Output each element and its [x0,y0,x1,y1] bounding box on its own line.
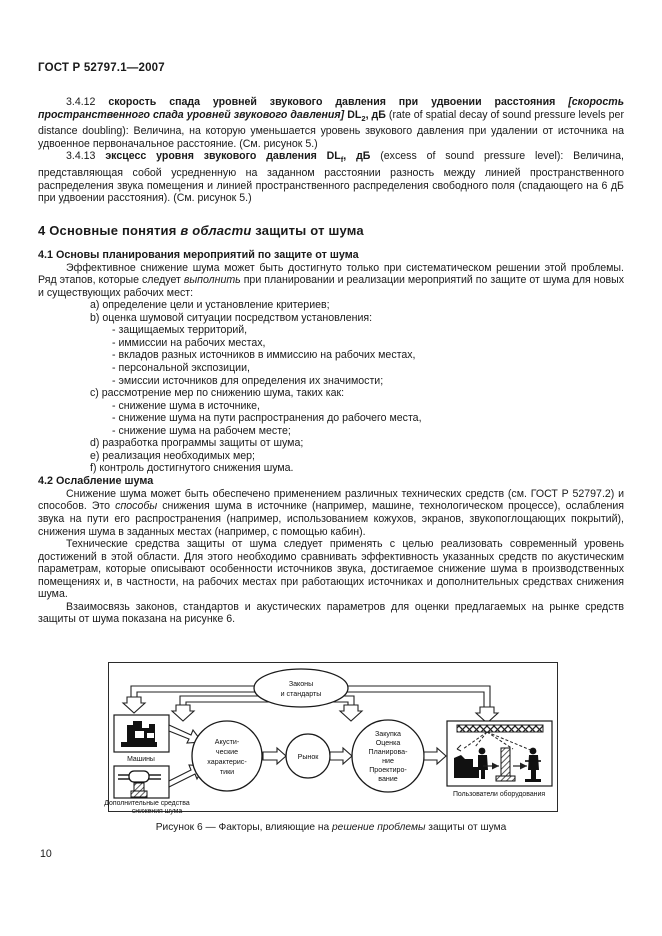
section-4-title-italic: в области [180,222,252,238]
clause-3-4-12-symbol: DL [347,108,362,121]
node-machines-label: Машины [127,756,155,763]
figure-6-frame [104,662,558,815]
clause-3-4-13-symbol-unit: , дБ [343,150,371,163]
list-item: f) контроль достигнутого снижения шума. [90,462,294,475]
list-item: - вкладов разных источников в иммиссию на рабочих местах, [112,349,416,362]
node-additional-means-line2: снижения шума [131,808,183,815]
node-acoustic-line2: ческие [215,748,239,756]
list-item: - персональной экспозиции, [112,361,250,374]
list-item: - иммиссии на рабочих местах, [112,336,266,349]
clause-4-2-para-1-italic: способы [115,500,158,513]
node-acoustic-line1: Акусти- [214,738,240,746]
list-item: a) определение цели и установление критериев; [90,299,330,312]
list-item: e) реализация необходимых мер; [90,449,255,462]
clause-4-2-para-2: Технические средства защиты от шума следует применять с целью реализовать современный уровень достижений в этой области. Для этого необходимо сравнивать эффективность указанных средств по акустическим параметрам, которые описывают особенности источников звука, достигаемое снижение шума в производственных помещениях и, в частности, на рабочих местах при работающих источниках и дополнительных средствах снижения шума. [38,538,624,601]
node-users-label: Пользователи оборудования [452,791,546,798]
clause-3-4-13-english: (excess of sound pressure level): [380,150,564,163]
clause-3-4-12-number: 3.4.12 [66,96,96,108]
clause-4-2-heading: 4.2 Ослабление шума [38,474,154,487]
clause-4-1-list [38,299,624,475]
node-procurement-line6: вание [378,775,398,783]
clause-3-4-13-term: эксцесс уровня звукового давления [105,150,317,163]
clause-3-4-12-bracket: [скорость пространственного спада уровней звукового давления] [38,96,624,121]
node-acoustic-line3: характерис- [207,758,247,766]
figure-6-caption [0,822,662,833]
node-laws-standards [254,669,348,707]
node-market-label: Рынок [297,753,319,761]
page-number: 10 [40,848,52,860]
section-4-heading [38,223,624,238]
clause-4-2-para-3: Взаимосвязь законов, стандартов и акустических параметров для оценки предлагаемых на рынке средств защиты от шума показана на рисунке 6. [38,600,624,626]
clause-3-4-13-symbol: DL [326,150,341,163]
clause-3-4-12-english: (rate of spatial decay of sound pressure levels per distance doubling): [38,108,624,138]
list-item: - снижение шума на рабочем месте; [112,424,291,437]
figure-6-caption-italic: решение проблемы [332,822,426,833]
clause-3-4-12-symbol-sub: 2 [361,113,366,123]
figure-6-caption-b: защиты от шума [425,822,507,833]
node-procurement-line5: Проектиро- [369,766,407,774]
list-item: - эмиссии источников для определения их значимости; [112,374,384,387]
figure-6-caption-a: Рисунок 6 — Факторы, влияющие на [155,822,332,833]
clause-3-4-13-symbol-sub: f [340,155,344,165]
clause-4-2-para-1a: Снижение шума может быть обеспечено применением различных технических средств (см. ГОСТ Р 52797.2) и способов. Это [38,487,624,513]
clause-3-4-13 [38,150,624,204]
list-item: - снижение шума на пути распространения до рабочего места, [112,412,422,425]
page-header-standard-id: ГОСТ Р 52797.1—2007 [38,62,165,74]
node-procurement-line4: ние [382,757,394,765]
clause-4-1-intro [38,262,624,300]
section-4-title-b: защиты от шума [251,222,364,238]
clause-4-1-intro-b: при планировании и реализации мероприятий по защите от шума для новых и существующих рабочих мест: [38,274,624,299]
list-item: d) разработка программы защиты от шума; [90,437,304,450]
node-acoustic-line4: тики [219,768,235,776]
node-additional-means-line1: Дополнительные средства [104,800,190,807]
clause-3-4-12-term: скорость спада уровней звукового давления при удвоении расстояния [108,96,556,108]
clause-4-1-intro-italic: выполнить [183,274,241,287]
clause-3-4-13-number: 3.4.13 [66,150,96,163]
node-laws-standards-line2: и стандарты [280,690,322,698]
figure-6-diagram [104,663,557,815]
clause-4-2-para-1 [38,488,624,538]
clause-3-4-13-definition: Величина, представляющая собой усредненную на заданном расстоянии разность между линией пространственного распределения звука помещения и линией пространственного распределения свободного поля (спадающего на 6 дБ при удвоении расстояния). (См. рисунок 5.) [38,150,624,205]
node-laws-standards-line1: Законы [288,680,314,688]
list-item: c) рассмотрение мер по снижению шума, таких как: [90,387,345,400]
clause-4-2-para-1b: снижения шума в источнике (например, машине, технологическом процессе), ослабления звука на пути его распространения (например, использованием кожухов, экранов, звукопоглощающих покрытий), снижения шума в заданных местах (например, с помощью кабин). [38,500,625,538]
clause-4-1-intro-a: Эффективное снижение шума может быть достигнуто только при систематическом решении этой проблемы. Ряд этапов, которые следует [38,261,624,287]
node-procurement-line3: Планирова- [368,748,408,756]
node-procurement-line2: Оценка [375,739,401,747]
figure-6 [104,662,558,815]
clause-3-4-12 [38,96,624,150]
list-item: - снижение шума в источнике, [112,399,260,412]
section-4-title-a: 4 Основные понятия [38,222,181,238]
node-procurement-line1: Закупка [374,730,402,738]
document-body [38,96,624,626]
clause-4-1-heading: 4.1 Основы планирования мероприятий по защите от шума [38,248,359,261]
clause-3-4-12-symbol-unit: , дБ [365,108,386,121]
clause-3-4-12-definition: Величина, на которую уменьшается уровень звукового давления при удалении от источника на удвоенное первоначальное расстояние. (См. рисунок 5.) [38,125,624,150]
list-item: b) оценка шумовой ситуации посредством установления: [90,311,373,324]
node-acoustic-characteristics [192,721,262,791]
list-item: - защищаемых территорий, [112,324,248,337]
